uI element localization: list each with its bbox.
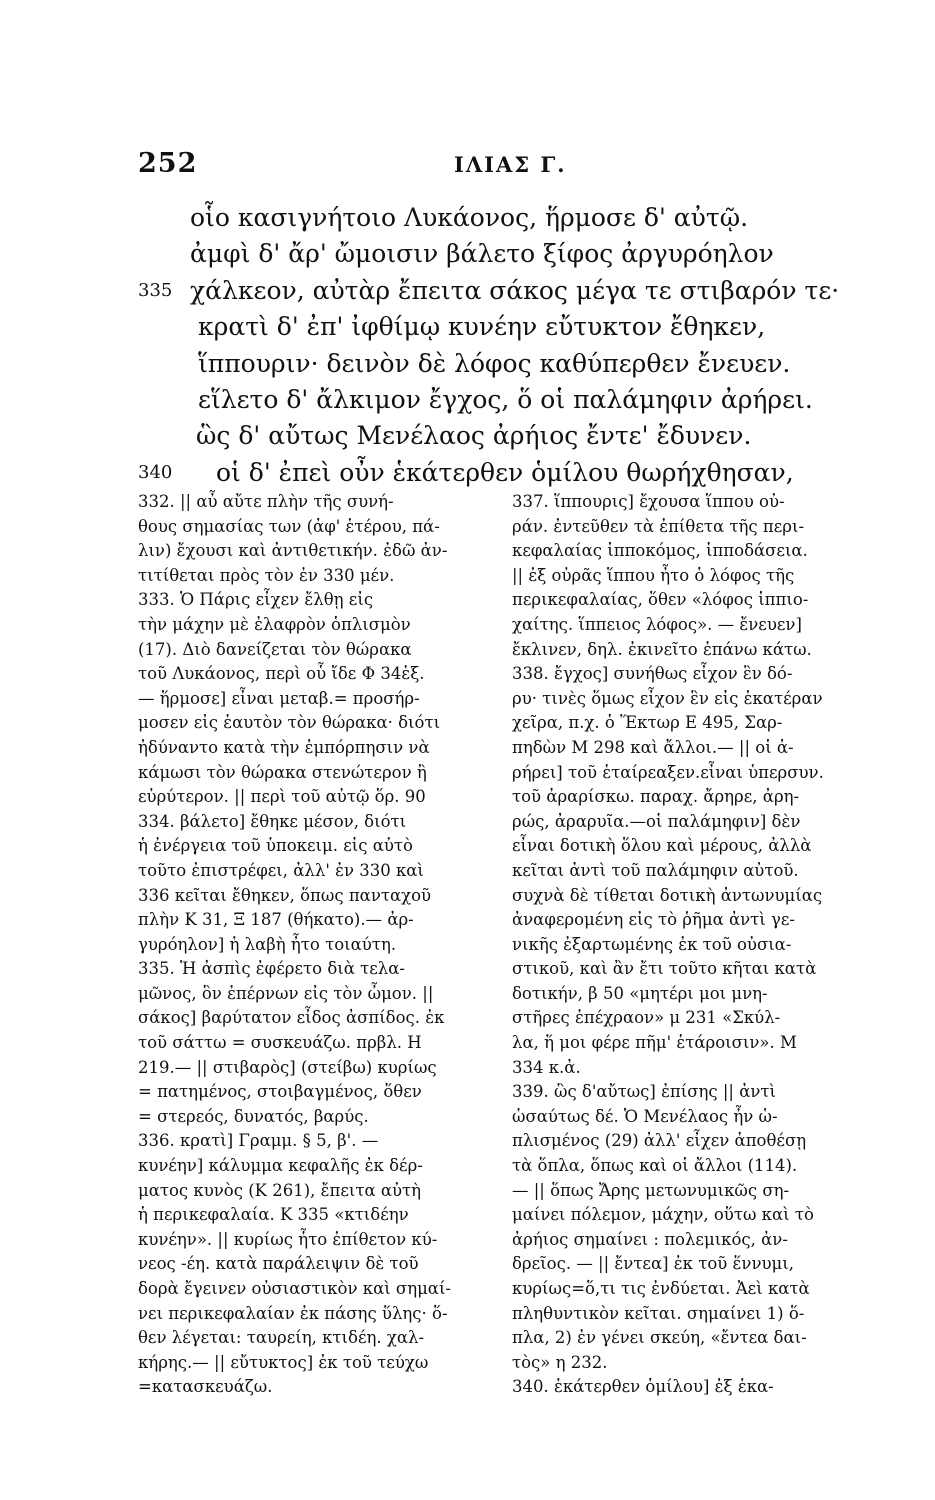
commentary-line: — ἥρμοσε] εἶναι μεταβ.= προσήρ- [138, 688, 420, 708]
commentary-line: στῆρες ἐπέχραον» μ 231 «Σκύλ- [512, 1008, 781, 1028]
commentary-line: 335. Ἡ ἀσπὶς ἐφέρετο διὰ τελα- [138, 959, 405, 979]
commentary-line: κυνέην». || κυρίως ἦτο ἐπίθετον κύ- [138, 1229, 438, 1249]
commentary-line: ἀναφερομένη εἰς τὸ ῥῆμα ἀντὶ γε- [512, 910, 795, 930]
page-number: 252 [138, 148, 198, 179]
commentary-line: κυνέην] κάλυμμα κεφαλῆς ἐκ δέρ- [138, 1156, 423, 1176]
verse-line [138, 346, 858, 382]
verse-text: ἵππουριν· δεινὸν δὲ λόφος καθύπερθεν ἔνευεν. [198, 348, 791, 378]
commentary-line: κεφαλαίας ἱπποκόμος, ἱπποδάσεια. [512, 541, 808, 561]
commentary-line: θους σημασίας των (ἀφ' ἑτέρου, πά- [138, 516, 440, 536]
commentary-right-column [512, 490, 864, 1400]
verse-line [138, 418, 858, 454]
verse-line [138, 236, 858, 272]
commentary-line: δρεῖος. — || ἔντεα] ἐκ τοῦ ἕννυμι, [512, 1254, 794, 1274]
commentary-left-column [138, 490, 486, 1400]
commentary-line: τὸς» η 232. [512, 1352, 608, 1372]
verse-text: εἵλετο δ' ἄλκιμον ἔγχος, ὅ οἱ παλάμηφιν ἀρήρει. [198, 384, 813, 414]
commentary-line: ἔκλινεν, δηλ. ἐκινεῖτο ἐπάνω κάτω. [512, 639, 812, 659]
verse-text: οἷο κασιγνήτοιο Λυκάονος, ἥρμοσε δ' αὐτῷ. [190, 203, 749, 232]
commentary-line: γυρόηλον] ἡ λαβὴ ἦτο τοιαύτη. [138, 934, 397, 954]
commentary-line: εὐρύτερον. || περὶ τοῦ αὐτῷ ὅρ. 90 [138, 787, 426, 807]
commentary-line: πηδὼν Μ 298 καὶ ἄλλοι.— || οἱ ἀ- [512, 737, 794, 757]
commentary-line: τοῦ σάττω = συσκευάζω. πρβλ. Η [138, 1033, 422, 1053]
commentary-line: 333. Ὁ Πάρις εἶχεν ἔλθῃ εἰς [138, 590, 374, 610]
commentary-line: πλα, 2) ἐν γένει σκεύη, «ἔντεα δαι- [512, 1328, 807, 1348]
commentary-line: τὰ ὅπλα, ὅπως καὶ οἱ ἄλλοι (114). [512, 1156, 798, 1176]
commentary-line: τὴν μάχην μὲ ἐλαφρὸν ὁπλισμὸν [138, 614, 411, 634]
verse-number: 340 [138, 461, 173, 483]
commentary-line: θεν λέγεται: ταυρείη, κτιδέη. χαλ- [138, 1328, 425, 1348]
commentary-line: = στερεός, δυνατός, βαρύς. [138, 1106, 369, 1126]
verse-block [138, 200, 858, 491]
verse-line [138, 309, 858, 345]
commentary-line: ματος κυνὸς (Κ 261), ἔπειτα αὐτὴ [138, 1180, 422, 1200]
running-title: ΙΛΙΑΣ Γ. [454, 152, 567, 177]
verse-text: ὣς δ' αὔτως Μενέλαος ἀρήιος ἔντε' ἔδυνεν. [196, 421, 752, 451]
verse-line [138, 273, 858, 309]
commentary-line: νικῆς ἐξαρτωμένης ἐκ τοῦ οὐσια- [512, 934, 792, 954]
commentary-line: (17). Διὸ δανείζεται τὸν θώρακα [138, 639, 412, 659]
commentary-line: μῶνος, ὃν ἐπέρνων εἰς τὸν ὦμον. || [138, 983, 434, 1003]
commentary-line: δορὰ ἔγεινεν οὐσιαστικὸν καὶ σημαί- [138, 1279, 451, 1298]
commentary-line: τοῦ ἀραρίσκω. παραχ. ἄρηρε, ἀρη- [512, 787, 800, 807]
commentary-line: χαίτης. ἵππειος λόφος». — ἔνευεν] [512, 614, 802, 634]
commentary-line: ὡσαύτως δέ. Ὁ Μενέλαος ἦν ὡ- [512, 1106, 778, 1126]
commentary-line: ρυ· τινὲς ὅμως εἶχον ἓν εἰς ἑκατέραν [512, 688, 823, 708]
verse-text: ἀμφὶ δ' ἄρ' ὤμοισιν βάλετο ξίφος ἀργυρόηλον [190, 239, 774, 269]
commentary-line: 337. ἵππουρις] ἔχουσα ἵππου οὐ- [512, 492, 785, 511]
commentary-line: 332. || αὖ αὔτε πλὴν τῆς συνή- [138, 492, 394, 511]
commentary-line: κήρης.— || εὔτυκτος] ἐκ τοῦ τεύχω [138, 1352, 429, 1372]
commentary-line: συχνὰ δὲ τίθεται δοτικὴ ἀντωνυμίας [512, 885, 823, 905]
verse-line [138, 382, 858, 418]
commentary-line: τοῦτο ἐπιστρέφει, ἀλλ' ἐν 330 καὶ [138, 860, 424, 880]
commentary-line: εἶναι δοτικὴ ὅλου καὶ μέρους, ἀλλὰ [512, 836, 812, 856]
commentary-line: ἀρήιος σημαίνει : πολεμικός, ἀν- [512, 1229, 788, 1249]
commentary-line: || ἐξ οὐρᾶς ἵππου ἦτο ὁ λόφος τῆς [512, 565, 795, 585]
commentary-line: χεῖρα, π.χ. ὁ Ἕκτωρ Ε 495, Σαρ- [512, 713, 783, 733]
commentary-line: περικεφαλαίας, ὅθεν «λόφος ἱππιο- [512, 590, 809, 610]
commentary-line: = πατημένος, στοιβαγμένος, ὅθεν [138, 1082, 422, 1102]
commentary-line: στικοῦ, καὶ ἂν ἔτι τοῦτο κῆται κατὰ [512, 959, 817, 979]
commentary-line: 336. κρατὶ] Γραμμ. § 5, β'. — [138, 1131, 379, 1151]
commentary-line: κάμωσι τὸν θώρακα στενώτερον ἢ [138, 762, 427, 782]
commentary-line: νει περικεφαλαίαν ἐκ πάσης ὕλης· ὅ- [138, 1303, 448, 1323]
commentary-line: 334. βάλετο] ἔθηκε μέσον, διότι [138, 811, 407, 831]
commentary-line: =κατασκευάζω. [138, 1377, 273, 1397]
verse-number: 335 [138, 279, 173, 301]
commentary-line: τιτίθεται πρὸς τὸν ἐν 330 μέν. [138, 565, 395, 585]
verse-line [138, 200, 858, 236]
commentary-line: πληθυντικὸν κεῖται. σημαίνει 1) ὅ- [512, 1303, 805, 1323]
commentary-line: κεῖται ἀντὶ τοῦ παλάμηφιν αὐτοῦ. [512, 860, 799, 880]
commentary-line: 338. ἔγχος] συνήθως εἶχον ἓν δό- [512, 664, 793, 684]
commentary-line: ρήρει] τοῦ ἑταίρεαξεν.εἶναι ὑπερσυν. [512, 762, 824, 782]
commentary-line: 336 κεῖται ἔθηκεν, ὅπως πανταχοῦ [138, 885, 432, 905]
commentary-line: ράν. ἐντεῦθεν τὰ ἐπίθετα τῆς περι- [512, 516, 805, 536]
commentary-line: κυρίως=ὅ,τι τις ἐνδύεται. Ἀεὶ κατὰ [512, 1279, 810, 1298]
verse-text: χάλκεον, αὐτὰρ ἔπειτα σάκος μέγα τε στιβαρόν τε· [190, 275, 840, 305]
commentary-line: σάκος] βαρύτατον εἶδος ἀσπίδος. ἐκ [138, 1008, 445, 1028]
commentary-line: 334 κ.ἀ. [512, 1057, 581, 1077]
commentary-line: δοτικήν, β 50 «μητέρι μοι μνη- [512, 983, 768, 1003]
verse-text: κρατὶ δ' ἐπ' ἰφθίμῳ κυνέην εὔτυκτον ἔθηκεν, [198, 312, 766, 342]
verse-text: οἱ δ' ἐπεὶ οὖν ἑκάτερθεν ὁμίλου θωρήχθησαν, [216, 457, 794, 487]
commentary-line: ἡ ἐνέργεια τοῦ ὑποκειμ. εἰς αὐτὸ [138, 836, 413, 856]
page-header [138, 148, 828, 182]
commentary-line: 219.— || στιβαρὸς] (στείβω) κυρίως [138, 1057, 437, 1077]
commentary-line: λα, ἥ μοι φέρε πῆμ' ἑτάροισιν». Μ [512, 1033, 797, 1053]
verse-line [138, 455, 858, 491]
commentary-line: ρώς, ἀραρυῖα.—οἱ παλάμηφιν] δὲν [512, 811, 801, 831]
commentary-line: 340. ἑκάτερθεν ὁμίλου] ἐξ ἑκα- [512, 1377, 774, 1397]
commentary-line: ἡ περικεφαλαία. Κ 335 «κτιδέην [138, 1205, 409, 1225]
commentary-line: 339. ὣς δ'αὔτως] ἐπίσης || ἀντὶ [512, 1082, 777, 1102]
commentary-line: μοσεν εἰς ἑαυτὸν τὸν θώρακα· διότι [138, 713, 441, 733]
commentary-line: ἠδύναντο κατὰ τὴν ἐμπόρπησιν νὰ [138, 737, 430, 757]
commentary-line: πλὴν Κ 31, Ξ 187 (θήκατο).— ἀρ- [138, 910, 414, 930]
commentary-line: λιν) ἔχουσι καὶ ἀντιθετικήν. ἐδῶ ἀν- [138, 541, 448, 561]
commentary-line: — || ὅπως Ἄρης μετωνυμικῶς ση- [512, 1180, 790, 1200]
commentary-line: νεος -έη. κατὰ παράλειψιν δὲ τοῦ [138, 1254, 419, 1274]
commentary-line: τοῦ Λυκάονος, περὶ οὗ ἴδε Φ 34ἑξ. [138, 664, 425, 684]
commentary-line: πλισμένος (29) ἀλλ' εἶχεν ἀποθέσῃ [512, 1131, 807, 1151]
commentary-line: μαίνει πόλεμον, μάχην, οὕτω καὶ τὸ [512, 1205, 814, 1225]
